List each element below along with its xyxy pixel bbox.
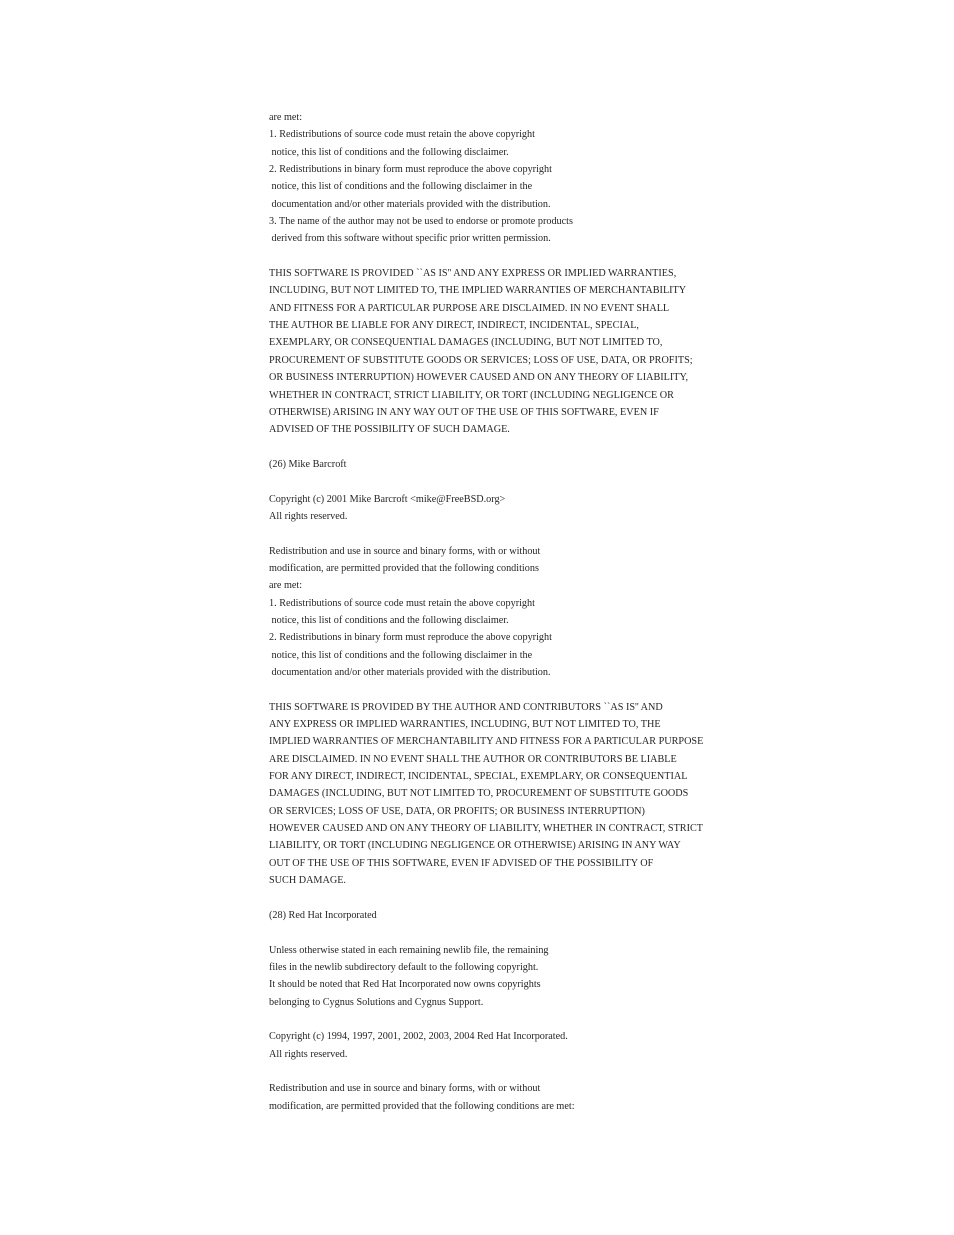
text-line: PROCUREMENT OF SUBSTITUTE GOODS OR SERVICES; LOSS OF USE, DATA, OR PROFITS;	[269, 354, 693, 366]
text-line: OTHERWISE) ARISING IN ANY WAY OUT OF THE USE OF THIS SOFTWARE, EVEN IF	[269, 406, 659, 418]
text-line: files in the newlib subdirectory default to the following copyright.	[269, 961, 539, 973]
text-line: documentation and/or other materials provided with the distribution.	[269, 198, 551, 210]
text-line: modification, are permitted provided that the following conditions are met:	[269, 1100, 575, 1112]
text-line: 2. Redistributions in binary form must reproduce the above copyright	[269, 164, 552, 176]
text-line: OUT OF THE USE OF THIS SOFTWARE, EVEN IF ADVISED OF THE POSSIBILITY OF	[269, 857, 654, 869]
text-line: EXEMPLARY, OR CONSEQUENTIAL DAMAGES (INCLUDING, BUT NOT LIMITED TO,	[269, 337, 663, 349]
text-line: OR BUSINESS INTERRUPTION) HOWEVER CAUSED AND ON ANY THEORY OF LIABILITY,	[269, 372, 689, 384]
section-heading-block	[269, 456, 789, 473]
paragraph-block	[269, 942, 789, 1011]
text-line: ANY EXPRESS OR IMPLIED WARRANTIES, INCLUDING, BUT NOT LIMITED TO, THE	[269, 719, 661, 731]
text-line: belonging to Cygnus Solutions and Cygnus Support.	[269, 996, 484, 1008]
text-line: (26) Mike Barcroft	[269, 458, 347, 470]
copyright-block	[269, 1028, 789, 1063]
copyright-block	[269, 491, 789, 526]
text-line: notice, this list of conditions and the following disclaimer in the	[269, 181, 533, 193]
disclaimer-block	[269, 265, 789, 438]
text-line: 1. Redistributions of source code must retain the above copyright	[269, 129, 535, 141]
text-line: (28) Red Hat Incorporated	[269, 909, 377, 921]
paragraph-gap	[269, 1063, 789, 1080]
paragraph-gap	[269, 439, 789, 456]
text-line: 2. Redistributions in binary form must reproduce the above copyright	[269, 632, 552, 644]
text-line: WHETHER IN CONTRACT, STRICT LIABILITY, OR TORT (INCLUDING NEGLIGENCE OR	[269, 389, 674, 401]
paragraph-gap	[269, 248, 789, 265]
text-line: AND FITNESS FOR A PARTICULAR PURPOSE ARE DISCLAIMED. IN NO EVENT SHALL	[269, 302, 670, 314]
text-line: Unless otherwise stated in each remaining newlib file, the remaining	[269, 944, 549, 956]
text-line: THE AUTHOR BE LIABLE FOR ANY DIRECT, INDIRECT, INCIDENTAL, SPECIAL,	[269, 320, 639, 332]
text-line: IMPLIED WARRANTIES OF MERCHANTABILITY AND FITNESS FOR A PARTICULAR PURPOSE	[269, 736, 704, 748]
text-line: modification, are permitted provided that the following conditions	[269, 562, 539, 574]
text-line: Redistribution and use in source and binary forms, with or without	[269, 1083, 541, 1095]
document-page	[269, 109, 789, 1115]
text-line: LIABILITY, OR TORT (INCLUDING NEGLIGENCE OR OTHERWISE) ARISING IN ANY WAY	[269, 840, 681, 852]
text-line: Redistribution and use in source and binary forms, with or without	[269, 545, 541, 557]
paragraph-gap	[269, 525, 789, 542]
text-line: notice, this list of conditions and the following disclaimer in the	[269, 649, 533, 661]
paragraph-gap	[269, 924, 789, 941]
text-line: All rights reserved.	[269, 510, 348, 522]
disclaimer-block	[269, 699, 789, 890]
text-line: are met:	[269, 580, 303, 592]
text-line: 3. The name of the author may not be used to endorse or promote products	[269, 216, 573, 228]
text-line: THIS SOFTWARE IS PROVIDED BY THE AUTHOR AND CONTRIBUTORS ``AS IS'' AND	[269, 701, 663, 713]
text-line: 1. Redistributions of source code must retain the above copyright	[269, 597, 535, 609]
text-line: ADVISED OF THE POSSIBILITY OF SUCH DAMAGE.	[269, 424, 510, 436]
text-line: HOWEVER CAUSED AND ON ANY THEORY OF LIABILITY, WHETHER IN CONTRACT, STRICT	[269, 823, 703, 835]
license-conditions-block	[269, 543, 789, 682]
paragraph-gap	[269, 1011, 789, 1028]
text-line: SUCH DAMAGE.	[269, 875, 346, 887]
text-line: Copyright (c) 1994, 1997, 2001, 2002, 2003, 2004 Red Hat Incorporated.	[269, 1031, 568, 1043]
text-line: notice, this list of conditions and the following disclaimer.	[269, 614, 509, 626]
text-line: documentation and/or other materials provided with the distribution.	[269, 667, 551, 678]
text-line: It should be noted that Red Hat Incorporated now owns copyrights	[269, 979, 541, 991]
text-line: derived from this software without specific prior written permission.	[269, 233, 551, 245]
text-line: FOR ANY DIRECT, INDIRECT, INCIDENTAL, SPECIAL, EXEMPLARY, OR CONSEQUENTIAL	[269, 771, 688, 783]
paragraph-gap	[269, 681, 789, 698]
text-line: OR SERVICES; LOSS OF USE, DATA, OR PROFITS; OR BUSINESS INTERRUPTION)	[269, 805, 645, 817]
license-conditions-block	[269, 109, 789, 248]
license-conditions-block	[269, 1080, 789, 1115]
paragraph-gap	[269, 473, 789, 490]
section-heading-block	[269, 907, 789, 924]
text-line: Copyright (c) 2001 Mike Barcroft <mike@FreeBSD.org>	[269, 493, 506, 505]
text-line: THIS SOFTWARE IS PROVIDED ``AS IS'' AND ANY EXPRESS OR IMPLIED WARRANTIES,	[269, 268, 677, 280]
text-line: INCLUDING, BUT NOT LIMITED TO, THE IMPLIED WARRANTIES OF MERCHANTABILITY	[269, 285, 687, 297]
text-line: notice, this list of conditions and the following disclaimer.	[269, 146, 509, 158]
text-line: are met:	[269, 112, 303, 123]
text-line: ARE DISCLAIMED. IN NO EVENT SHALL THE AUTHOR OR CONTRIBUTORS BE LIABLE	[269, 753, 677, 765]
text-line: DAMAGES (INCLUDING, BUT NOT LIMITED TO, PROCUREMENT OF SUBSTITUTE GOODS	[269, 788, 689, 800]
paragraph-gap	[269, 889, 789, 906]
text-line: All rights reserved.	[269, 1048, 348, 1060]
